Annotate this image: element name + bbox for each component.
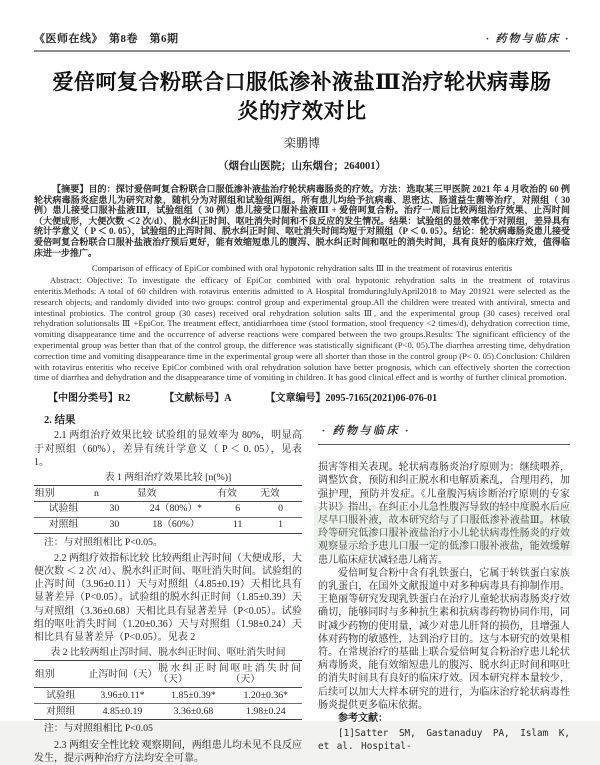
table2-note: 注：与对照组相比 P<0.05 — [44, 723, 153, 735]
table2-cell: 1.98±0.24 — [245, 705, 286, 717]
table1-header-row — [34, 486, 302, 502]
table1-cell: 24（80%）* — [136, 501, 216, 517]
two-column-body — [34, 414, 570, 765]
article-title: 爱倍呵复合粉联合口服低渗补液盐Ⅲ治疗轮状病毒肠炎的疗效对比 — [52, 70, 552, 123]
journal-issue-label: 《医师在线》 第8卷 第6期 — [34, 33, 179, 45]
table2-header-cell: 止泻时间（天） — [88, 661, 158, 688]
paragraph-2-1: 2.1 两组治疗效果比较 试验组的显效率为 80%，明显高于对照组（60%），差异有统计学意义（ P ＜ 0. 05），见表 1。 — [34, 430, 302, 468]
column-header-rule — [318, 444, 570, 445]
table1-note: 注：与对照组相比 P<0.05。 — [44, 536, 163, 548]
table2-header-cell: 组别 — [34, 661, 88, 688]
article-id: 【文章编号】2095-7165(2021)06-076-01 — [265, 393, 438, 405]
table1-header-cell: 有效 — [216, 486, 259, 502]
table1-cell: 30 — [109, 519, 120, 531]
table2-cell: 试验组 — [34, 688, 88, 704]
table1-cell: 1 — [278, 519, 283, 531]
table2-cell: 对照组 — [46, 705, 76, 717]
table1-cell: 30 — [93, 501, 136, 517]
right-column — [318, 414, 570, 765]
abstract-chinese — [34, 184, 570, 258]
table1-header-cell: 无效 — [259, 486, 302, 502]
abstract-english: Abstract: Objective: To investigate the efficacy of EpiCor combined with oral hypotonic rehydration salts in the treatment of rotavirus enteritis.Methods: A total of 60 children with rotavirus enteritis admitted to A Hospital fromduringJulyApril2018 to May 201921 were selected as the research objects, and randomly divided into two groups: control group and experimental group.All the children were treated with antiviral, smecta and intestinal probiotics. The control group (30 cases) received oral rehydration solution salts Ⅲ, and the experimental group (30 cases) received oral rehydration solutionsalts Ⅲ +EpiCor. The treatment effect, antidiarrhoea time (stool formation, stool frequency <2 times/d), dehydration correction time, vomiting disappearance time and the occurrence of adverse reactions were compared between the two groups.Results: The significant efficiency of the experimental group was better than that of the control group, the difference was statistically significant (P<0. 05).The diarrhea arresting time, dehydration correction time and vomiting disappearance time in the experimental group were all shorter than those in the control group (P< 0. 05).Conclusion: Children with rotavirus enteritis who receive EpiCor combined with oral rehydration solution have better prognosis, which can effectively shorten the correction time of diarrhea and dehydration and the disappearance time of vomiting in children. It has good clinical effect and is worthy of further clinical promotion. — [34, 275, 570, 383]
table2-cell: 3.96±0.11* — [88, 688, 158, 704]
table2-header-cell: 呕吐消失时间（天） — [230, 661, 302, 688]
running-head — [34, 30, 570, 46]
table1-cell: 6 — [216, 501, 259, 517]
author-name: 栾鹏博 — [283, 136, 320, 150]
classification-line — [34, 389, 570, 404]
table1-row — [34, 501, 302, 517]
table1-header-cell: 显效 — [136, 486, 216, 502]
table2-caption: 表 2 比较两组止泻时间、脱水纠正时间、呕吐消失时间 — [50, 647, 286, 659]
table1-header-cell: 组别 — [34, 486, 93, 502]
results-heading: 2. 结果 — [44, 415, 76, 427]
clc-number: 【中图分类号】R2 — [48, 393, 131, 405]
table1-cell: 11 — [232, 519, 243, 531]
table1-cell: 18（60%） — [152, 519, 200, 531]
table1-cell: 对照组 — [48, 519, 79, 531]
table1-row — [34, 517, 302, 533]
abstract-label: 【摘要】 — [52, 184, 89, 194]
references-heading: 参考文献： — [338, 712, 388, 724]
section-label-column: · 药物与临床 · — [322, 425, 411, 438]
table2-cell: 1.85±0.39* — [157, 688, 229, 704]
table1-cell: 0 — [259, 501, 302, 517]
paragraph-2-3: 2.3 两组安全性比较 观察期间，两组患儿均未见不良反应发生，提示两种治疗方法均安全可靠。 — [34, 739, 302, 764]
header-rule — [34, 50, 570, 52]
table2-header-row — [34, 661, 302, 688]
paragraph-2-2: 2.2 两组疗效指标比较 比较两组止泻时间（大便成形，大便次数 ＜ 2 次 /d）、脱水纠正时间、呕吐消失时间。试验组的止泻时间（3.96±0.11）天与对照组（4.85±0.19）天相比具有显著差异（P<0.05）。试验组的脱水纠正时间（1.85±0.39）天与对照组（3.36±0.68）天相比具有显著差异（P<0.05）。试验组的呕吐消失时间（1.20±0.36）天与对照组（1.98±0.24）天相比具有显著差异（P<0.05）。见表 2 — [34, 552, 302, 644]
table2-cell: 3.36±0.68 — [173, 705, 214, 717]
table2-header-cell: 脱水纠正时间（天） — [157, 661, 229, 688]
author-affiliation: （烟台山医院；山东烟台；264001） — [218, 161, 386, 172]
abstract-text: 目的：探讨爱倍呵复合粉联合口服低渗补液盐治疗轮状病毒肠炎的疗效。方法：选取某三甲医院 2021 年 4 月收治的 60 例轮状病毒肠炎症患儿为研究对象，随机分为对照组和试验组两组。所有患儿均给予抗病毒、思密达、肠道益生菌等治疗，对照组（ 30 例）患儿接受口服补盐液Ⅲ，试验组组（ 30 例）患儿接受口服补盐液Ⅲ + 爱倍呵复合粉。治疗一周后比较两组治疗效果、止泻时间（大便成形，大便次数 ＜2 次/d）、脱水纠正时间、呕吐消失时间和不良反应的发生情况。结果：试验组的显效率优于对照组，差异具有统计学意义（ P ＜ 0. 05），试验组的止泻时间、脱水纠正时间、呕吐消失时间均短于对照组（P ＜ 0. 05）。结论：轮状病毒肠炎患儿接受爱倍呵复合粉联合口服补盐液治疗预后更好，能有效缩短患儿的腹泻、脱水纠正时间和呕吐的消失时间，具有良好的临床疗效，值得临床进一步推广。 — [34, 184, 570, 258]
table1-caption: 表 1 两组治疗效果比较 [n(%)] — [104, 471, 232, 483]
table1 — [34, 485, 302, 534]
left-column — [34, 414, 302, 765]
table1-cell: 试验组 — [34, 501, 93, 517]
table2-cell: 4.85±0.19 — [102, 705, 143, 717]
table2-row — [34, 704, 302, 720]
table2 — [34, 660, 302, 720]
document-code: 【文献标号】A — [164, 393, 232, 405]
discussion-text — [318, 461, 570, 753]
table2-cell: 1.20±0.36* — [230, 688, 302, 704]
reference-item-1: [1]Satter SM, Gastanaduy PA, Islam K, et al. Hospital- — [318, 728, 570, 753]
discussion-paragraph-1: 损害等相关表现。轮状病毒肠炎治疗原则为：继续喂养，调整饮食，预防和纠正脱水和电解质紊乱，合理用药，加强护理，预防并发症。《儿童腹泻病诊断治疗原则的专家共识》指出，在纠正小儿急性腹泻导致的轻中度脱水后应尽早口服补液，故本研究给与了口服低渗补液盐Ⅲ。林敏玲等研究低渗口服补液盐治疗小儿轮状病毒性肠炎的疗效观察显示给予患儿口服一定的低渗口服补液盐，能效缓解患儿临床症状减轻患儿痛苦。 — [318, 462, 570, 566]
abstract-english-title: Comparison of efficacy of EpiCor combined with oral hypotonic rehydration salts Ⅲ in the treatment of rotavirus enteritis — [91, 263, 513, 274]
table1-header-cell: n — [93, 486, 136, 502]
table2-row — [34, 688, 302, 704]
discussion-paragraph-2: 爱倍呵复合粉中含有乳铁蛋白，它属于转铁蛋白家族的乳蛋白，在国外文献报道中对多种病毒具有抑制作用。王艳丽等研究发现乳铁蛋白在治疗儿童轮状病毒肠炎疗效确切，能够同时与多种抗生素和抗病毒药物协同作用，同时减少药物的使用量，减少对患儿肝肾的损伤，且增强人体对药物的敏感性，达到治疗目的。这与本研究的效果相符。在常规治疗的基础上联合爱倍呵复合粉治疗患儿轮状病毒肠炎，能有效缩短患儿的腹泻、脱水纠正时间和呕吐的消失时间具有良好的临床疗效。因本研究样本量较少，后续可以加大大样本研究的进行，为临床治疗轮状病毒性肠炎提供更多临床依据。 — [318, 567, 570, 711]
section-label-top: · 药物与临床 · — [486, 33, 570, 45]
